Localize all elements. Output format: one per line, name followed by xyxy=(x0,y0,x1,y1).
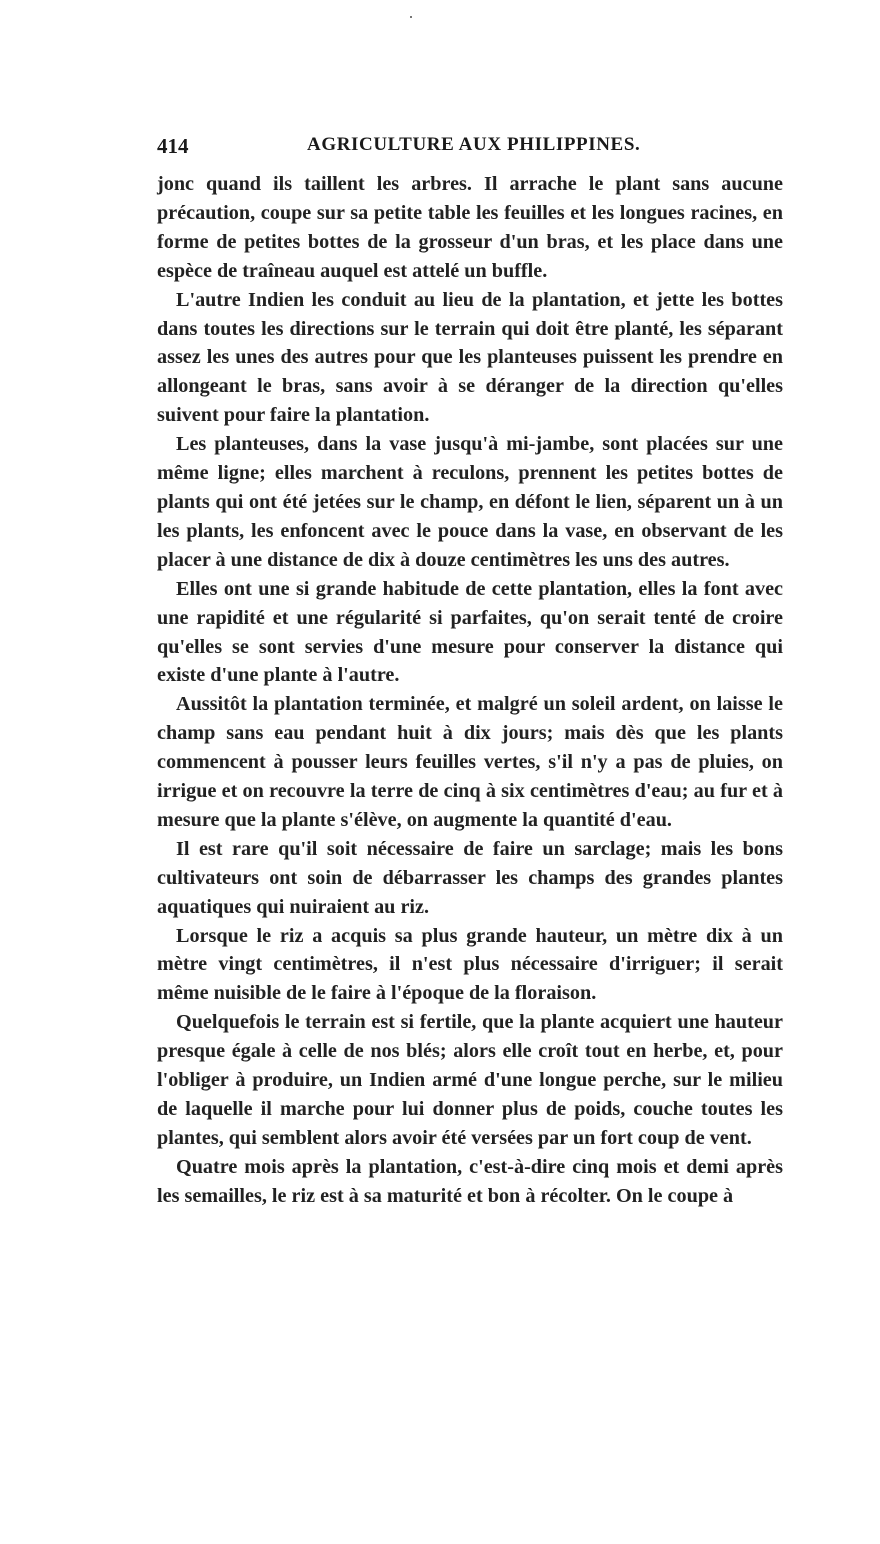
paragraph: Quatre mois après la plantation, c'est-à-dire cinq mois et demi après les semailles, le riz est à sa maturité et bon à récolter. On le coupe à xyxy=(157,1155,783,1207)
paragraph: Aussitôt la plantation terminée, et malgré un soleil ardent, on laisse le champ sans eau pendant huit à dix jours; mais dès que les plants commencent à pousser leurs feuilles vertes, s'il n'y a pas de pluies, on irrigue et on recouvre la terre de cinq à six centimètres d'eau; au fur et à mesure que la plante s'élève, on augmente la quantité d'eau. xyxy=(157,693,783,831)
paragraph: Les planteuses, dans la vase jusqu'à mi-jambe, sont placées sur une même ligne; elles marchent à reculons, prennent les petites bottes de plants qui ont été jetées sur le champ, en défont le lien, séparent un à un les plants, les enfoncent avec le pouce dans la vase, en observant de les placer à une distance de dix à douze centimètres les uns des autres. xyxy=(157,433,783,571)
paragraph: Elles ont une si grande habitude de cette plantation, elles la font avec une rapidité et une régularité si parfaites, qu'on serait tenté de croire qu'elles se sont servies d'une mesure pour conserver la distance qui existe d'une plante à l'autre. xyxy=(157,577,783,687)
paragraph-continued: jonc quand ils taillent les arbres. Il arrache le plant sans aucune précaution, coupe sur sa petite table les feuilles et les longues racines, en forme de petites bottes de la grosseur d'un bras, et les place dans une espèce de traîneau auquel est attelé un buffle. xyxy=(157,173,783,282)
running-head xyxy=(157,134,783,162)
body-text xyxy=(157,170,783,1211)
paragraph: L'autre Indien les conduit au lieu de la plantation, et jette les bottes dans toutes les directions sur le terrain qui doit être planté, les séparant assez les unes des autres pour que les planteuses puissent les prendre en allongeant le bras, sans avoir à se déranger de la direction qu'elles suivent pour faire la plantation. xyxy=(157,288,783,427)
paragraph: Quelquefois le terrain est si fertile, que la plante acquiert une hauteur presque égale à celle de nos blés; alors elle croît tout en herbe, et, pour l'obliger à produire, un Indien armé d'une longue perche, sur le milieu de laquelle il marche pour lui donner plus de poids, couche toutes les plantes, qui semblent alors avoir été versées par un fort coup de vent. xyxy=(157,1011,783,1149)
scan-speck xyxy=(410,16,412,18)
running-title: AGRICULTURE AUX PHILIPPINES. xyxy=(307,134,641,155)
page-number: 414 xyxy=(157,134,189,158)
paragraph: Lorsque le riz a acquis sa plus grande hauteur, un mètre dix à un mètre vingt centimètres, il n'est plus nécessaire d'irriguer; il serait même nuisible de le faire à l'époque de la floraison. xyxy=(157,924,783,1005)
paragraph: Il est rare qu'il soit nécessaire de faire un sarclage; mais les bons cultivateurs ont soin de débarrasser les champs des grandes plantes aquatiques qui nuiraient au riz. xyxy=(157,837,783,918)
